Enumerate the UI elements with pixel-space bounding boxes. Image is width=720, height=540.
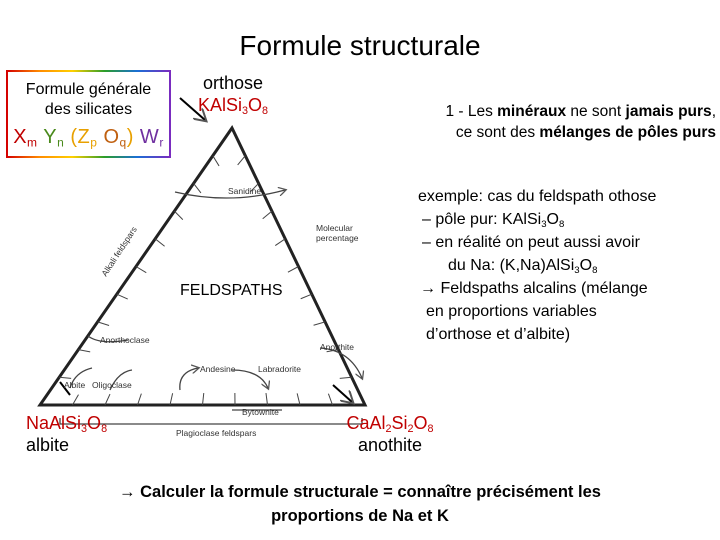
tick-mark [266,393,268,405]
formula-box-line1: Formule générale [25,81,152,98]
tick-mark [213,156,219,166]
label-albite: Albite [64,380,86,390]
left-arrow-top [180,98,205,120]
tick-mark [105,394,110,405]
albite-endmember [26,412,107,456]
label-bytownite: Bytownite [242,407,279,417]
right-arrow-bottom [333,385,352,402]
label-andesine: Andesine [200,364,236,374]
tick-mark [170,393,173,405]
footer-line1: → Calculer la formule structurale = connaître précisément les [119,483,601,501]
feldspaths-label: FELDSPATHS [180,282,283,299]
example-line: d’orthose et d’albite) [426,326,571,343]
tick-mark [328,394,332,405]
label-alkali-feldspars: Alkali feldspars [99,224,139,279]
example-line: du Na: $(K,Na)AlSi_3O_8$ [448,257,598,276]
orthose-formula: $KAlSi_3O_8$ [197,95,269,118]
tick-mark [297,393,300,405]
note-impure-minerals: 1 - Les minéraux ne sont jamais purs, ce sont des mélanges de pôles purs [445,103,716,141]
example-line: exemple: cas du feldspath othose [418,188,657,205]
tick-mark [98,322,109,326]
albite-formula: $NaAlSi_3O_8$ [26,413,108,436]
general-formula: $X_m$ $Y_n$ ($Z_p$ $O_q$) $W_r$ [13,126,164,150]
label-anorthoclase: Anorthoclase [100,335,150,345]
tick-mark [174,211,182,220]
example-line: → Feldspaths alcalins (mélange [420,280,648,297]
example-line: – en réalité on peut aussi avoir [422,234,640,251]
tick-mark [263,211,272,219]
tick-mark [340,377,352,378]
tick-mark [238,156,246,165]
formula-box-line2: des silicates [44,101,133,118]
tick-mark [136,267,146,273]
tick-mark [203,393,204,405]
tick-mark [78,350,90,352]
label-anorthite: Anorthite [320,342,355,352]
footer-conclusion [0,480,720,528]
tick-mark [73,395,79,405]
example-line: – pôle pur: $KAlSi_3O_8$ [422,211,565,230]
tick-mark [138,394,142,405]
tick-mark [275,239,285,246]
label-labradorite: Labradorite [258,364,302,374]
label-oligoclase: Oligoclase [92,380,132,390]
tick-mark [59,377,71,378]
footer-line2: proportions de Na et K [271,507,449,525]
page-title: Formule structurale [239,30,481,61]
tick-mark [314,322,326,325]
label-molecular: Molecular [316,223,353,233]
example-line: en proportions variables [426,303,597,320]
tick-mark [194,183,201,192]
tick-mark [117,294,128,299]
tick-mark [301,294,312,299]
label-percentage: percentage [316,233,359,243]
label-plagioclase-feldspars: Plagioclase feldspars [176,428,257,438]
albite-name: albite [26,435,70,455]
tick-mark [155,239,164,246]
tick-mark [288,267,299,273]
anorthite-name: anothite [357,435,423,455]
label-sanidine: Sanidine [228,186,262,196]
anorthite-endmember [340,412,440,456]
andesine-arrow [180,368,198,390]
orthose-name: orthose [202,73,264,93]
anorthite-formula: $CaAl_2Si_2O_8$ [346,413,434,436]
